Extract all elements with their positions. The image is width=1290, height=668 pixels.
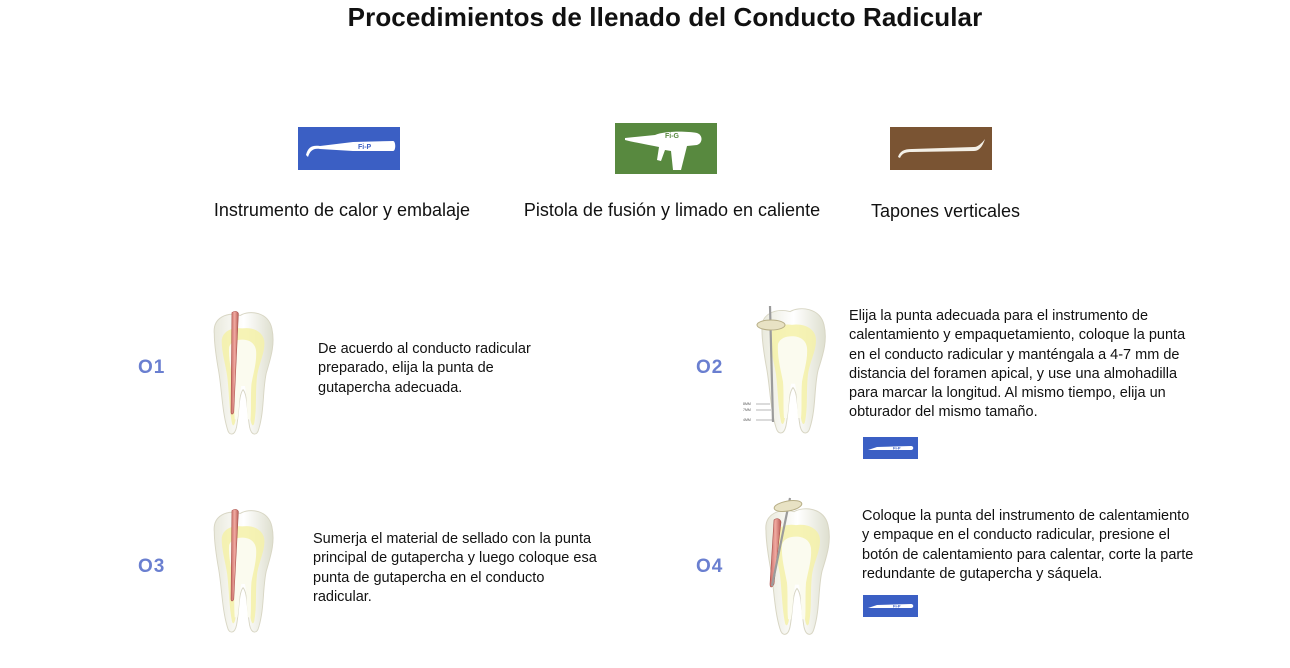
tool-label-vertical-pluggers: Tapones verticales [870,201,1021,221]
step-text: De acuerdo al conducto radicular preparado, elija la punta de gutapercha adecuada. [318,341,531,396]
step-text: Sumerja el material de sellado con la punta principal de gutapercha y luego coloque esa punta de gutapercha en el conducto radicular. [313,531,597,605]
step-text: Coloque la punta del instrumento de calentamiento y empaque en el conducto radicular, presione el botón de calentamiento para calentar, corte la parte redundante de gutapercha y sáquela. [862,508,1194,582]
badge-text: Fi-P [893,603,901,609]
tool-label-fusion-gun: Pistola de fusión y limado en caliente [523,200,821,220]
heat-pack-badge [863,437,918,459]
step-number: O1 [138,357,166,378]
tool-label-heat-pack: Instrumento de calor y embalaje [213,200,471,220]
measure-mark: 8MM [743,402,751,406]
tooth-gutta-percha-illustration [206,308,282,438]
step-number: O2 [696,357,724,378]
tooth-heated-tip-illustration [750,496,840,638]
step-text: Elija la punta adecuada para el instrumento de calentamiento y empaquetamiento, coloque la punta en el conducto radicular y manténgala a 4-7 mm de distancia del foramen apical, y use una almohadilla para marcar la longitud. Al mismo tiempo, elija un obturador del mismo tamaño. [849,308,1186,421]
tool-icon-text: Fi-P [358,144,372,151]
fusion-gun-icon [615,123,717,174]
step-number: O3 [138,556,166,577]
step-number: O4 [696,556,724,577]
vertical-plugger-icon [890,127,992,170]
measure-mark: 4MM [743,418,751,422]
measure-mark: 7MM [743,408,751,412]
tooth-plugger-measurement-illustration [740,304,835,438]
badge-text: Fi-P [893,445,901,451]
tooth-sealer-gutta-percha-illustration [206,506,282,636]
page-title: Procedimientos de llenado del Conducto Radicular [347,2,983,32]
heat-pack-instrument-icon [298,127,400,170]
tool-icon-text: Fi-G [665,133,679,140]
heat-pack-badge [863,595,918,617]
